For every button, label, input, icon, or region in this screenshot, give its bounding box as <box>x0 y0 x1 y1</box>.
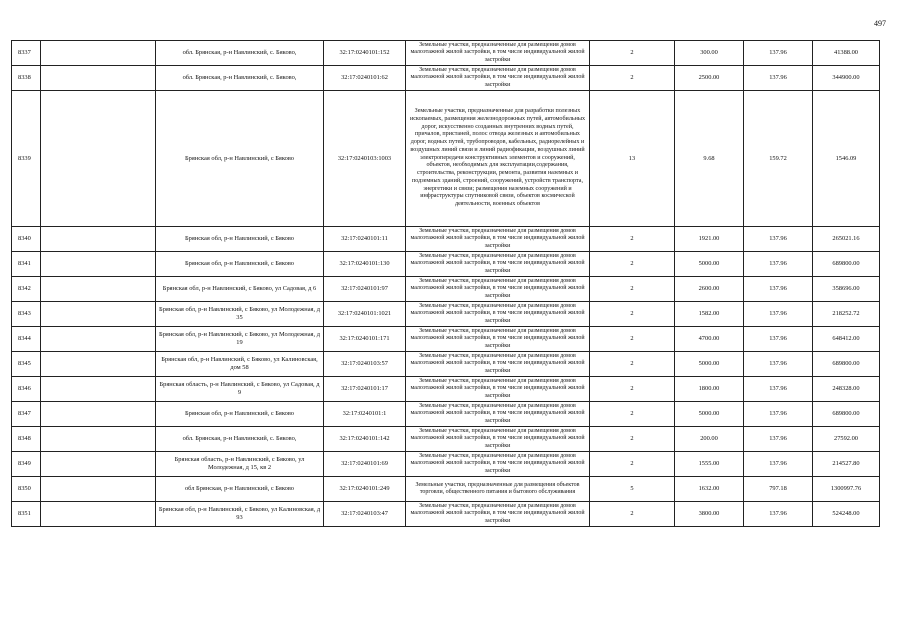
cadastral-value-cell: 648412.00 <box>813 327 880 352</box>
area-cell: 2500.00 <box>675 66 744 91</box>
specific-value-cell: 137.96 <box>744 377 813 402</box>
area-cell: 9.68 <box>675 91 744 227</box>
blank-cell <box>41 377 156 402</box>
blank-cell <box>41 252 156 277</box>
specific-value-cell: 137.96 <box>744 252 813 277</box>
table-row <box>12 452 880 477</box>
land-use-cell: Земельные участки, предназначенные для размещения домов малоэтажной жилой застройки, в том числе индивидуальной жилой застройки <box>406 252 590 277</box>
area-cell: 200.00 <box>675 427 744 452</box>
cadastral-number-cell: 32:17:0240103:1003 <box>324 91 406 227</box>
land-use-cell: Земельные участки, предназначенные для размещения домов малоэтажной жилой застройки, в том числе индивидуальной жилой застройки <box>406 352 590 377</box>
cadastral-value-cell: 524248.00 <box>813 502 880 527</box>
group-code-cell: 13 <box>590 91 675 227</box>
row-number-cell: 8348 <box>12 427 41 452</box>
table-row <box>12 227 880 252</box>
table-row <box>12 91 880 227</box>
area-cell: 5000.00 <box>675 352 744 377</box>
address-cell: Брянская обл, р-н Навлинский, с Бяково <box>156 402 324 427</box>
row-number-cell: 8342 <box>12 277 41 302</box>
specific-value-cell: 137.96 <box>744 327 813 352</box>
cadastral-number-cell: 32:17:0240103:57 <box>324 352 406 377</box>
row-number-cell: 8338 <box>12 66 41 91</box>
blank-cell <box>41 41 156 66</box>
table-row <box>12 477 880 502</box>
row-number-cell: 8346 <box>12 377 41 402</box>
address-cell: Брянская обл, р-н Навлинский, с Бяково <box>156 252 324 277</box>
group-code-cell: 5 <box>590 477 675 502</box>
row-number-cell: 8344 <box>12 327 41 352</box>
cadastral-value-cell: 218252.72 <box>813 302 880 327</box>
row-number-cell: 8350 <box>12 477 41 502</box>
land-use-cell: Земельные участки, предназначенные для размещения объектов торговли, общественного питания и бытового обслуживания <box>406 477 590 502</box>
specific-value-cell: 159.72 <box>744 91 813 227</box>
land-use-cell: Земельные участки, предназначенные для размещения домов малоэтажной жилой застройки, в том числе индивидуальной жилой застройки <box>406 277 590 302</box>
area-cell: 5000.00 <box>675 402 744 427</box>
table-row <box>12 352 880 377</box>
table-row <box>12 427 880 452</box>
address-cell: Брянская обл, р-н Навлинский, с Бяково, ул Калиновская, дом 58 <box>156 352 324 377</box>
row-number-cell: 8339 <box>12 91 41 227</box>
address-cell: обл Брянская, р-н Навлинский, с Бяково <box>156 477 324 502</box>
table-row <box>12 252 880 277</box>
row-number-cell: 8351 <box>12 502 41 527</box>
specific-value-cell: 137.96 <box>744 302 813 327</box>
row-number-cell: 8343 <box>12 302 41 327</box>
address-cell: Брянская область, р-н Навлинский, с Бяково, ул Садовая, д 9 <box>156 377 324 402</box>
cadastral-number-cell: 32:17:0240101:11 <box>324 227 406 252</box>
table-row <box>12 66 880 91</box>
land-use-cell: Земельные участки, предназначенные для размещения домов малоэтажной жилой застройки, в том числе индивидуальной жилой застройки <box>406 41 590 66</box>
address-cell: обл. Брянская, р-н Навлинский, с. Бяково, <box>156 41 324 66</box>
table-row <box>12 402 880 427</box>
cadastral-value-cell: 214527.80 <box>813 452 880 477</box>
cadastral-number-cell: 32:17:0240101:152 <box>324 41 406 66</box>
cadastral-number-cell: 32:17:0240101:171 <box>324 327 406 352</box>
specific-value-cell: 137.96 <box>744 277 813 302</box>
cadastral-value-cell: 689800.00 <box>813 252 880 277</box>
row-number-cell: 8341 <box>12 252 41 277</box>
row-number-cell: 8349 <box>12 452 41 477</box>
cadastral-number-cell: 32:17:0240101:69 <box>324 452 406 477</box>
address-cell: Брянская обл, р-н Навлинский, с Бяково, ул Молодежная, д 19 <box>156 327 324 352</box>
specific-value-cell: 137.96 <box>744 352 813 377</box>
cadastral-value-cell: 344900.00 <box>813 66 880 91</box>
group-code-cell: 2 <box>590 502 675 527</box>
area-cell: 1555.00 <box>675 452 744 477</box>
blank-cell <box>41 227 156 252</box>
cadastral-value-cell: 265021.16 <box>813 227 880 252</box>
area-cell: 1632.00 <box>675 477 744 502</box>
group-code-cell: 2 <box>590 252 675 277</box>
specific-value-cell: 797.18 <box>744 477 813 502</box>
group-code-cell: 2 <box>590 377 675 402</box>
address-cell: обл. Брянская, р-н Навлинский, с. Бяково, <box>156 427 324 452</box>
land-use-cell: Земельные участки, предназначенные для размещения домов малоэтажной жилой застройки, в том числе индивидуальной жилой застройки <box>406 66 590 91</box>
table-body <box>12 41 880 527</box>
group-code-cell: 2 <box>590 402 675 427</box>
blank-cell <box>41 327 156 352</box>
cadastral-number-cell: 32:17:0240101:249 <box>324 477 406 502</box>
group-code-cell: 2 <box>590 41 675 66</box>
land-use-cell: Земельные участки, предназначенные для размещения домов малоэтажной жилой застройки, в том числе индивидуальной жилой застройки <box>406 427 590 452</box>
blank-cell <box>41 427 156 452</box>
area-cell: 5000.00 <box>675 252 744 277</box>
address-cell: Брянская обл, р-н Навлинский, с Бяково, ул Молодежная, д 35 <box>156 302 324 327</box>
land-use-cell: Земельные участки, предназначенные для размещения домов малоэтажной жилой застройки, в том числе индивидуальной жилой застройки <box>406 452 590 477</box>
row-number-cell: 8347 <box>12 402 41 427</box>
blank-cell <box>41 352 156 377</box>
specific-value-cell: 137.96 <box>744 452 813 477</box>
address-cell: Брянская обл, р-н Навлинский, с Бяково <box>156 91 324 227</box>
land-use-cell: Земельные участки, предназначенные для размещения домов малоэтажной жилой застройки, в том числе индивидуальной жилой застройки <box>406 377 590 402</box>
row-number-cell: 8345 <box>12 352 41 377</box>
land-use-cell: Земельные участки, предназначенные для размещения домов малоэтажной жилой застройки, в том числе индивидуальной жилой застройки <box>406 227 590 252</box>
address-cell: Брянская обл, р-н Навлинский, с Бяково, ул Садовая, д 6 <box>156 277 324 302</box>
area-cell: 3800.00 <box>675 502 744 527</box>
specific-value-cell: 137.96 <box>744 66 813 91</box>
blank-cell <box>41 452 156 477</box>
blank-cell <box>41 91 156 227</box>
table-row <box>12 41 880 66</box>
blank-cell <box>41 66 156 91</box>
blank-cell <box>41 302 156 327</box>
row-number-cell: 8337 <box>12 41 41 66</box>
land-use-cell: Земельные участки, предназначенные для размещения домов малоэтажной жилой застройки, в том числе индивидуальной жилой застройки <box>406 402 590 427</box>
area-cell: 1800.00 <box>675 377 744 402</box>
land-use-cell: Земельные участки, предназначенные для размещения домов малоэтажной жилой застройки, в том числе индивидуальной жилой застройки <box>406 327 590 352</box>
cadastral-value-table <box>11 40 880 527</box>
specific-value-cell: 137.96 <box>744 227 813 252</box>
area-cell: 300.00 <box>675 41 744 66</box>
cadastral-number-cell: 32:17:0240103:47 <box>324 502 406 527</box>
table-row <box>12 502 880 527</box>
land-use-cell: Земельные участки, предназначенные для размещения домов малоэтажной жилой застройки, в том числе индивидуальной жилой застройки <box>406 502 590 527</box>
group-code-cell: 2 <box>590 302 675 327</box>
address-cell: Брянская обл, р-н Навлинский, с Бяково, ул Калиновская, д 93 <box>156 502 324 527</box>
cadastral-value-cell: 358696.00 <box>813 277 880 302</box>
cadastral-number-cell: 32:17:0240101:97 <box>324 277 406 302</box>
group-code-cell: 2 <box>590 352 675 377</box>
group-code-cell: 2 <box>590 66 675 91</box>
land-use-cell: Земельные участки, предназначенные для размещения домов малоэтажной жилой застройки, в том числе индивидуальной жилой застройки <box>406 302 590 327</box>
group-code-cell: 2 <box>590 277 675 302</box>
blank-cell <box>41 277 156 302</box>
table-row <box>12 277 880 302</box>
cadastral-number-cell: 32:17:0240101:1 <box>324 402 406 427</box>
cadastral-number-cell: 32:17:0240101:1021 <box>324 302 406 327</box>
address-cell: обл. Брянская, р-н Навлинский, с. Бяково, <box>156 66 324 91</box>
specific-value-cell: 137.96 <box>744 41 813 66</box>
specific-value-cell: 137.96 <box>744 502 813 527</box>
cadastral-value-cell: 27592.00 <box>813 427 880 452</box>
group-code-cell: 2 <box>590 427 675 452</box>
cadastral-value-cell: 1546.09 <box>813 91 880 227</box>
area-cell: 1921.00 <box>675 227 744 252</box>
cadastral-number-cell: 32:17:0240101:62 <box>324 66 406 91</box>
table-row <box>12 327 880 352</box>
cadastral-value-cell: 689800.00 <box>813 402 880 427</box>
cadastral-value-cell: 1300997.76 <box>813 477 880 502</box>
area-cell: 4700.00 <box>675 327 744 352</box>
cadastral-number-cell: 32:17:0240101:17 <box>324 377 406 402</box>
table-row <box>12 377 880 402</box>
group-code-cell: 2 <box>590 227 675 252</box>
group-code-cell: 2 <box>590 452 675 477</box>
table-row <box>12 302 880 327</box>
cadastral-value-cell: 41388.00 <box>813 41 880 66</box>
blank-cell <box>41 477 156 502</box>
cadastral-number-cell: 32:17:0240101:142 <box>324 427 406 452</box>
cadastral-value-cell: 689800.00 <box>813 352 880 377</box>
blank-cell <box>41 402 156 427</box>
blank-cell <box>41 502 156 527</box>
area-cell: 2600.00 <box>675 277 744 302</box>
specific-value-cell: 137.96 <box>744 427 813 452</box>
specific-value-cell: 137.96 <box>744 402 813 427</box>
page-number: 497 <box>874 19 886 28</box>
address-cell: Брянская обл, р-н Навлинский, с Бяково <box>156 227 324 252</box>
cadastral-number-cell: 32:17:0240101:130 <box>324 252 406 277</box>
cadastral-value-cell: 248328.00 <box>813 377 880 402</box>
group-code-cell: 2 <box>590 327 675 352</box>
area-cell: 1582.00 <box>675 302 744 327</box>
land-use-cell: Земельные участки, предназначенные для разработки полезных ископаемых, размещения железнодорожных путей, автомобильных дорог, искусственно созданных внутренних водных путей, причалов, пристаней, полос отвода железных и автомобильных дорог, водных путей, трубопроводов, кабельных, радиорелейных и воздушных линий связи и линий радиофикации, воздушных линий электропередачи конструктивных элементов и сооружений, объектов, необходимых для эксплуатации,содержания, строительства, реконструкции, ремонта, развития наземных и подземных зданий, строений, сооружений, устройств транспорта, энергетики и связи; размещения наземных сооружений и инфраструктуры спутниковой связи, объектов космической деятельности, военных объектов <box>406 91 590 227</box>
row-number-cell: 8340 <box>12 227 41 252</box>
address-cell: Брянская область, р-н Навлинский, с Бяково, ул Молодежная, д 15, кв 2 <box>156 452 324 477</box>
